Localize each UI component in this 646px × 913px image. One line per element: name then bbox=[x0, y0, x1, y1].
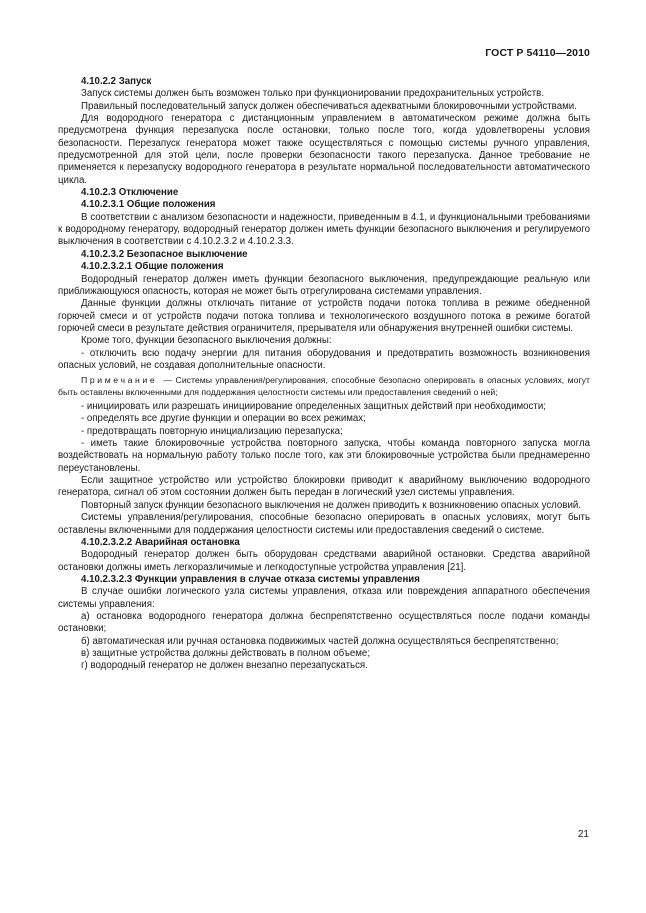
body-paragraph: - определять все другие функции и операции во всех режимах; bbox=[81, 413, 366, 425]
body-paragraph: Если защитное устройство или устройство блокировки приводит к аварийному выключению водородного генератора, сигнал об этом состоянии должен быть передан в логический узел системы управления. bbox=[58, 475, 590, 499]
section-heading: 4.10.2.3.2.2 Аварийная остановка bbox=[81, 536, 240, 548]
page-number: 21 bbox=[577, 829, 589, 840]
body-paragraph: - предотвращать повторную инициализацию перезапуска; bbox=[81, 425, 343, 437]
body-paragraph: - иметь такие блокировочные устройства повторного запуска, чтобы команда повторного запуска могла воздействовать на нормальную работу только после того, как эти блокировочные устройства были преднамеренно переустановлены. bbox=[58, 438, 590, 474]
section-heading: 4.10.2.3.2.1 Общие положения bbox=[81, 261, 224, 273]
note-paragraph bbox=[58, 375, 590, 398]
section-heading: 4.10.2.3.2.3 Функции управления в случае отказа системы управления bbox=[81, 573, 420, 585]
body-paragraph: Запуск системы должен быть возможен только при функционировании предохранительных устройств. bbox=[81, 88, 545, 100]
body-paragraph: Данные функции должны отключать питание от устройств подачи потока топлива в режиме обедненной горючей смеси и от устройств подачи потока топлива и технологического воздушного потока в режиме богатой горючей смеси в результате действия ограничителя, прерывателя или обнаружения внутренней ошибки системы. bbox=[58, 298, 590, 334]
section-heading: 4.10.2.2 Запуск bbox=[81, 76, 152, 87]
body-paragraph: Для водородного генератора с дистанционным управлением в автоматическом режиме должна быть предусмотрена функция перезапуска после остановки, только после того, когда удовлетворены условия безопасности. Перезапуск генератора может также осуществляться с помощью системы ручного управления, предусмотренной для этой цели, после проверки безопасности такого перезапуска. Данное требование не применяется к перезапуску водородного генератора в результате нормальной последовательности автоматического цикла. bbox=[58, 113, 590, 186]
body-paragraph: Водородный генератор должен иметь функции безопасного выключения, предупреждающие реальную или приближающуюся опасность, которая не может быть отрегулирована системами управления. bbox=[58, 273, 590, 297]
note-text: — Системы управления/регулирования, способные безопасно оперировать в опасных условиях, могут быть оставлены включенными для поддержания целостности системы или предоставления сведений о ней; bbox=[58, 375, 590, 397]
note-label: Примечание bbox=[81, 375, 164, 386]
body-paragraph: В случае ошибки логического узла системы управления, отказа или повреждения аппаратного обеспечения системы управления: bbox=[58, 586, 590, 610]
body-paragraph: а) остановка водородного генератора должна беспрепятственно осуществляться после подачи команды остановки; bbox=[58, 610, 590, 635]
body-paragraph: - инициировать или разрешать инициирование определенных защитных действий при необходимости; bbox=[81, 401, 546, 413]
body-paragraph: г) водородный генератор не должен внезапно перезапускаться. bbox=[81, 660, 368, 672]
body-paragraph: в) защитные устройства должны действовать в полном объеме; bbox=[81, 647, 371, 659]
section-heading: 4.10.2.3.2 Безопасное выключение bbox=[81, 248, 248, 260]
body-paragraph: Повторный запуск функции безопасного выключения не должен приводить к возникновению опасных условий. bbox=[81, 499, 581, 511]
body-paragraph: Правильный последовательный запуск должен обеспечиваться адекватными блокировочными устройствами. bbox=[81, 100, 577, 112]
body-paragraph: Системы управления/регулирования, способные безопасно оперировать в опасных условиях, могут быть оставлены включенными для поддержания целостности системы или предоставления сведений о системе. bbox=[58, 512, 590, 536]
section-heading: 4.10.2.3.1 Общие положения bbox=[81, 199, 216, 211]
document-body bbox=[58, 76, 590, 673]
body-paragraph: Кроме того, функции безопасного выключения должны: bbox=[81, 335, 332, 347]
standard-header: ГОСТ Р 54110—2010 bbox=[485, 47, 590, 59]
body-paragraph: б) автоматическая или ручная остановка подвижимых частей должна осуществляться беспрепятственно; bbox=[81, 635, 559, 647]
body-paragraph: - отключить всю подачу энергии для питания оборудования и предотвратить возможность возникновения опасных условий, не создавая дополнительные опасности. bbox=[58, 347, 590, 371]
body-paragraph: В соответствии с анализом безопасности и надежности, приведенным в 4.1, и функциональными требованиями к водородному генератору, водородный генератор должен иметь функции безопасного выключения и регулируемого выключения в соответствии с 4.10.2.3.2 и 4.10.2.3.3. bbox=[58, 211, 590, 248]
section-heading: 4.10.2.3 Отключение bbox=[81, 187, 179, 199]
body-paragraph: Водородный генератор должен быть оборудован средствами аварийной остановки. Средства аварийной остановки должны иметь легкоразличимые и легкодоступные устройства управления [21]. bbox=[58, 549, 590, 573]
